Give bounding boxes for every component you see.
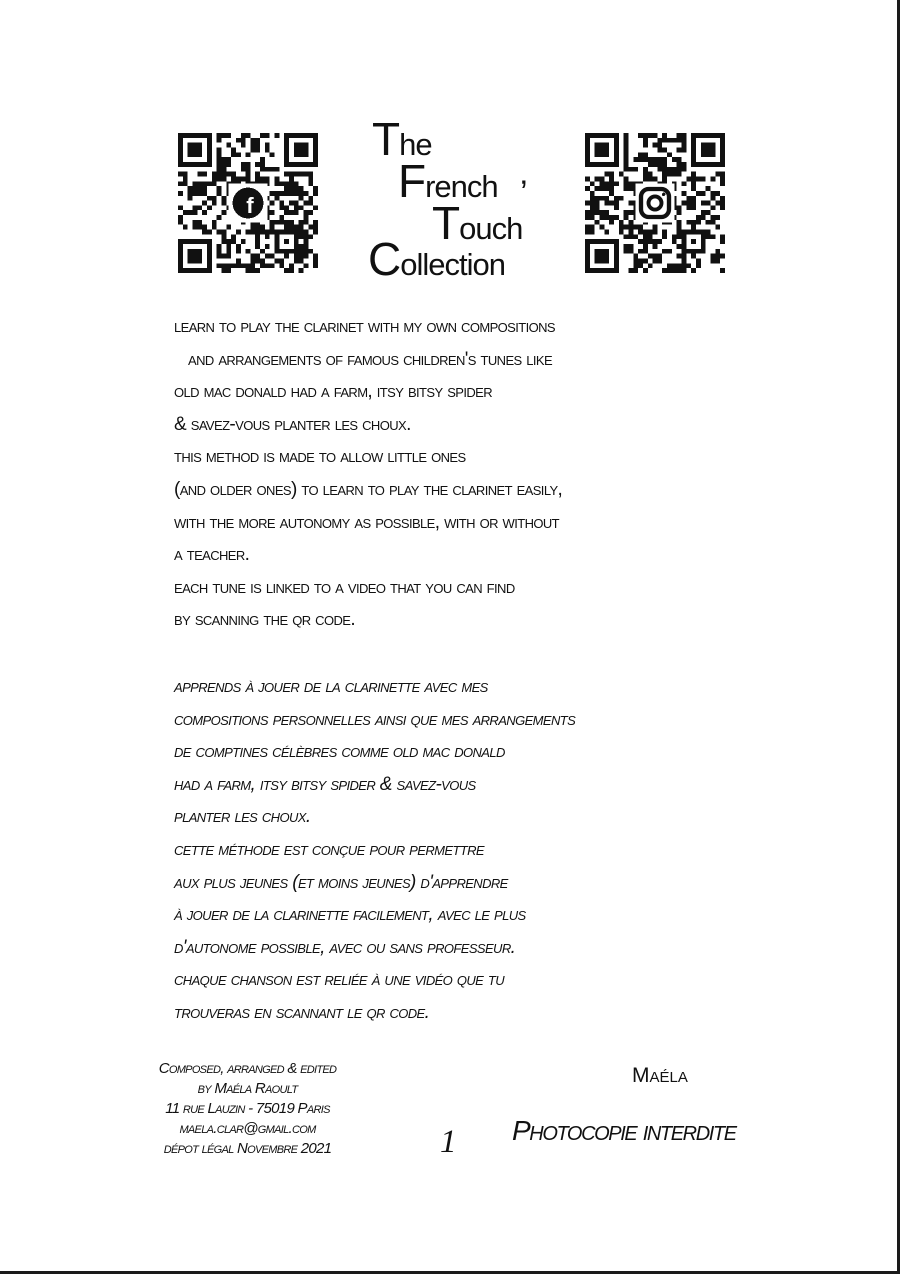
svg-text:f: f — [246, 193, 254, 219]
title-rest: ouch — [459, 211, 523, 246]
french-description — [174, 671, 734, 1030]
instagram-icon — [636, 184, 675, 223]
title-rest: he — [399, 127, 432, 162]
english-line: learn to play the clarinet with my own compositions — [174, 316, 555, 337]
english-line: each tune is linked to a video that you can find — [174, 576, 515, 598]
english-line: (and older ones) to learn to play the clarinet easily, — [174, 478, 563, 500]
french-line: had a farm, itsy bitsy spider & savez-vous — [174, 773, 476, 795]
title-cap: T — [432, 197, 460, 249]
credit-address: 11 rue Lauzin - 75019 Paris — [165, 1100, 330, 1117]
english-line: by scanning the qr code. — [174, 609, 356, 631]
title-line-collection — [368, 232, 505, 286]
facebook-qr-code — [178, 133, 318, 273]
title-cap: T — [372, 113, 400, 165]
english-description — [174, 311, 734, 637]
french-line: cette méthode est conçue pour permettre — [174, 838, 484, 860]
credit-line: by Maéla Raoult — [197, 1080, 298, 1097]
page-number: 1 — [440, 1124, 457, 1160]
author-name: Maéla — [632, 1064, 688, 1087]
credit-line: Composed, arranged & edited — [158, 1060, 337, 1077]
french-line: trouveras en scannant le qr code. — [174, 1001, 430, 1023]
english-line: with the more autonomy as possible, with or without — [174, 511, 560, 533]
english-line: & savez-vous planter les choux. — [174, 413, 411, 435]
copy-notice: Photocopie interdite — [512, 1115, 736, 1146]
title-cap: F — [398, 155, 426, 207]
english-line: a teacher. — [174, 544, 250, 566]
publisher-credits — [150, 1059, 345, 1159]
instagram-qr-code — [585, 133, 725, 273]
english-line: this method is made to allow little ones — [174, 446, 466, 468]
facebook-icon — [229, 184, 268, 223]
title-rest: rench — [425, 169, 498, 204]
credit-legal-deposit: dépot légal Novembre 2021 — [163, 1140, 332, 1157]
english-line: and arrangements of famous children's tunes like — [188, 348, 553, 370]
title-rest: ollection — [400, 247, 505, 282]
collection-title — [368, 113, 548, 285]
french-line: aux plus jeunes (et moins jeunes) d'apprendre — [174, 871, 508, 893]
french-line: d'autonome possible, avec ou sans professeur. — [174, 936, 516, 958]
english-line: old mac donald had a farm, itsy bitsy spider — [174, 381, 492, 403]
credit-email: maela.clar@gmail.com — [179, 1120, 316, 1137]
french-line: apprends à jouer de la clarinette avec mes — [174, 676, 488, 697]
french-line: planter les choux. — [174, 806, 311, 828]
french-line: compositions personnelles ainsi que mes arrangements — [174, 708, 576, 730]
title-cap: C — [368, 233, 401, 285]
french-line: à jouer de la clarinette facilement, avec le plus — [174, 904, 526, 926]
french-line: de comptines célèbres comme old mac donald — [174, 741, 505, 763]
french-line: chaque chanson est reliée à une vidéo que tu — [174, 969, 505, 991]
title-apostrophe: ’ — [520, 174, 528, 212]
